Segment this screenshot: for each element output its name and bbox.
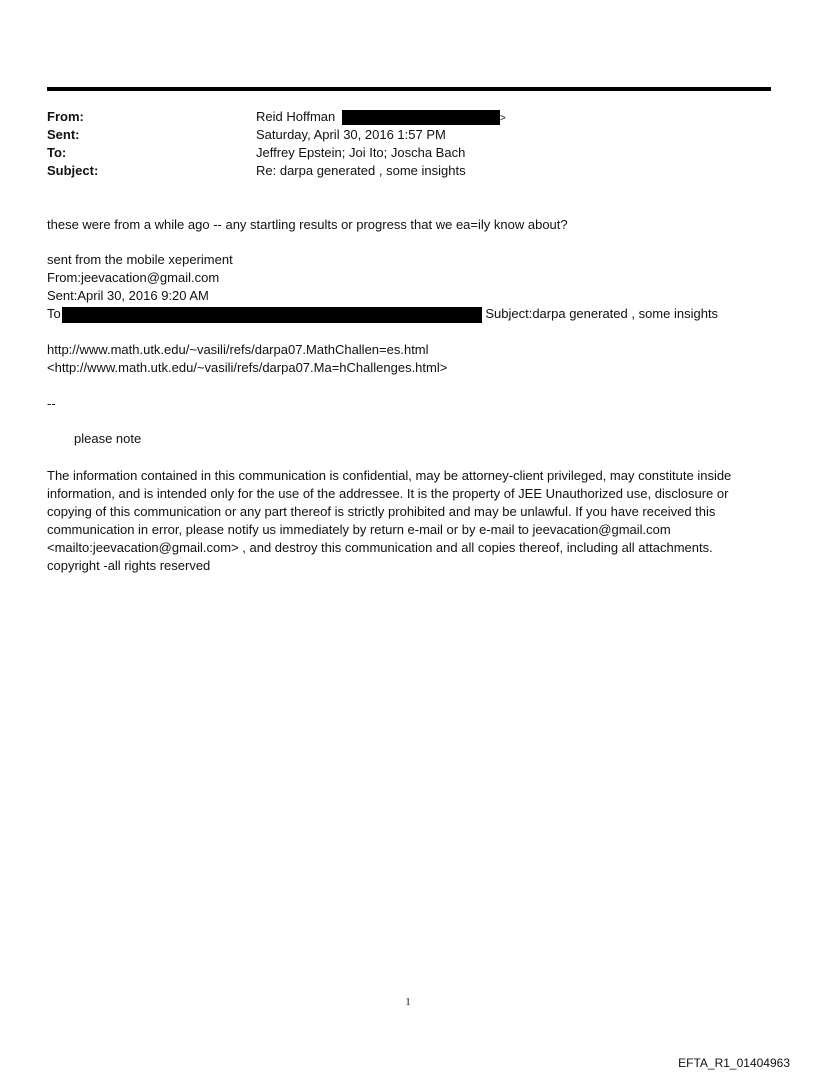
link-1[interactable]: http://www.math.utk.edu/~vasili/refs/darpa07.MathChallen=es.html: [47, 342, 429, 357]
mobile-signature: sent from the mobile xeperiment: [47, 252, 233, 267]
redaction-block: [342, 110, 500, 125]
from-label: From:: [47, 109, 84, 124]
sent-label: Sent:: [47, 127, 80, 142]
disclaimer-paragraph: The information contained in this communication is confidential, may be attorney-client privileged, may constitute inside information, and is intended only for the use of the addressee. It is the property of JEE Unauthorized use, disclosure or copying of this communication or any part thereof is strictly prohibited and may be unlawful. If you have received this communication in error, please notify us immediately by return e-mail or by e-mail to jeevacation@gmail.com <mailto:jeevacation@gmail.com> , and destroy this communication and all copies thereof, including all attachments. copyright -all rights reserved: [47, 468, 732, 573]
from-suffix: >: [499, 113, 506, 124]
from-name: Reid Hoffman: [256, 109, 336, 124]
to-label: To:: [47, 145, 67, 160]
from-value: [256, 108, 506, 128]
original-to-row: [47, 305, 718, 323]
please-note: please note: [74, 431, 142, 446]
subject-label: Subject:: [47, 163, 99, 178]
document-id: EFTA_R1_01404963: [678, 1056, 790, 1070]
original-sent: Sent:April 30, 2016 9:20 AM: [47, 288, 209, 303]
header-from-row: [47, 108, 506, 126]
subject-value: Re: darpa generated , some insights: [256, 163, 466, 178]
link-2[interactable]: <http://www.math.utk.edu/~vasili/refs/darpa07.Ma=hChallenges.html>: [47, 360, 448, 375]
to-value: Jeffrey Epstein; Joi Ito; Joscha Bach: [256, 145, 466, 160]
redaction-block: [62, 307, 482, 323]
sent-value: Saturday, April 30, 2016 1:57 PM: [256, 127, 446, 142]
original-to-label: To: [47, 306, 61, 321]
original-from: From:jeevacation@gmail.com: [47, 270, 220, 285]
header-subject-row: [47, 162, 466, 180]
page-number: 1: [405, 996, 411, 1008]
reply-text: these were from a while ago -- any startling results or progress that we ea=ily know about?: [47, 217, 568, 232]
original-subject: Subject:darpa generated , some insights: [485, 306, 719, 321]
header-to-row: [47, 144, 466, 162]
header-sent-row: [47, 126, 446, 144]
signature-separator: --: [47, 396, 56, 411]
header-rule: [47, 87, 771, 91]
